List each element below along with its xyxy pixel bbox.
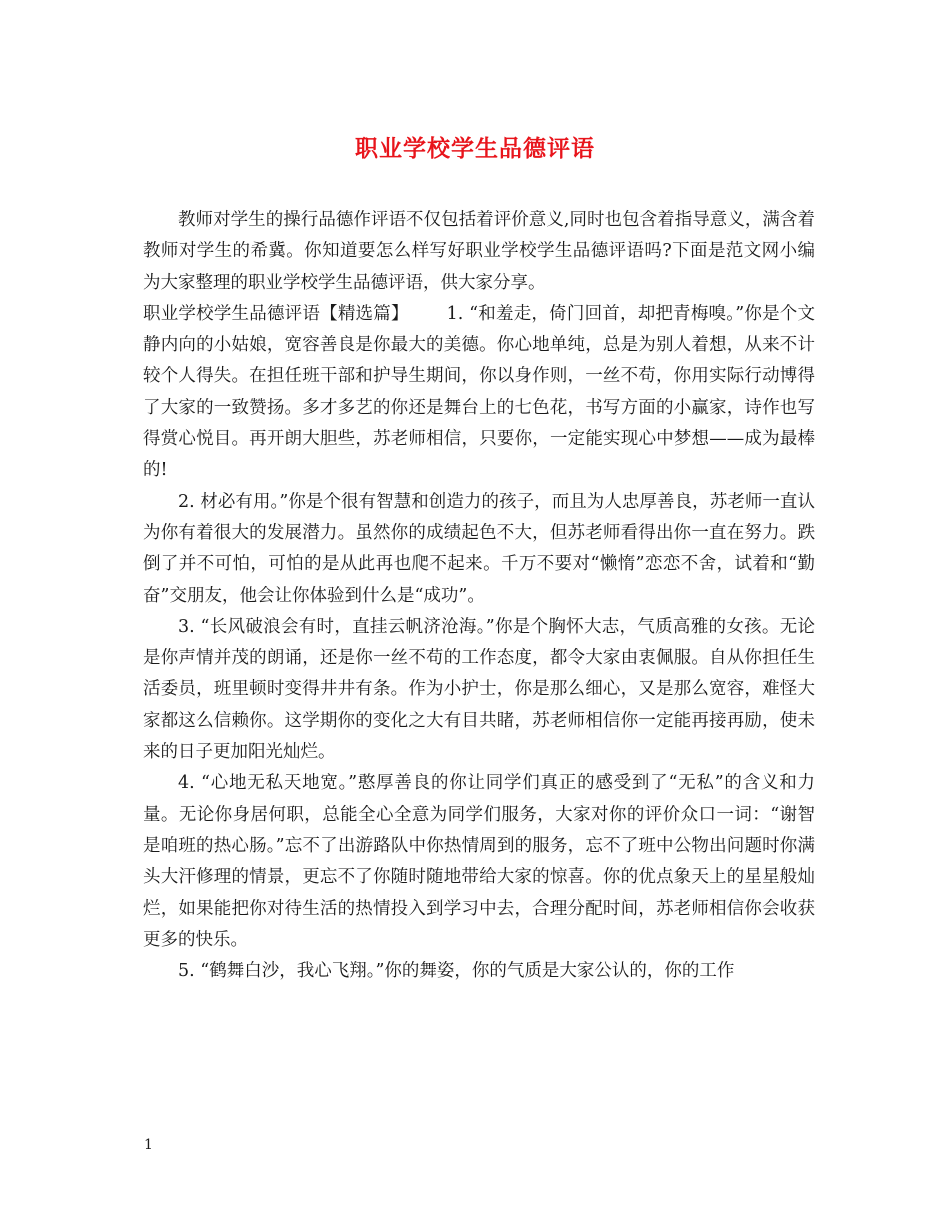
section-paragraph	[143, 299, 815, 487]
comment-5: 5. “鹤舞白沙，我心飞翔。”你的舞姿，你的气质是大家公认的，你的工作	[178, 961, 735, 982]
comment-1: 1. “和羞走，倚门回首，却把青梅嗅。”你是个文静内向的小姑娘，宽容善良是你最大的美德。你心地单纯，总是为别人着想，从来不计较个人得失。在担任班干部和护导生期间，你以身作则，一丝不苟，你用实际行动博得了大家的一致赞扬。多才多艺的你还是舞台上的七色花，书写方面的小赢家，诗作也写得赏心悦目。再开朗大胆些，苏老师相信，只要你，一定能实现心中梦想——成为最棒的!	[143, 303, 816, 481]
comment-4: 4. “心地无私天地宽。”憨厚善良的你让同学们真正的感受到了“无私”的含义和力量。无论你身居何职，总能全心全意为同学们服务，大家对你的评价众口一词：“谢智是咱班的热心肠。”忘不了出游路队中你热情周到的服务，忘不了班中公物出问题时你满头大汗修理的情景，更忘不了你随时随地带给大家的惊喜。你的优点象天上的星星般灿烂，如果能把你对待生活的热情投入到学习中去，合理分配时间，苏老师相信你会收获更多的快乐。	[143, 773, 815, 950]
document-title: 职业学校学生品德评语	[355, 135, 595, 162]
page-number: 1	[144, 1137, 153, 1153]
comment-2: 2. 材必有用。”你是个很有智慧和创造力的孩子，而且为人忠厚善良，苏老师一直认为你有着很大的发展潜力。虽然你的成绩起色不大，但苏老师看得出你一直在努力。跌倒了并不可怕，可怕的是从此再也爬不起来。千万不要对“懒惰”恋恋不舍，试着和“勤奋”交朋友，他会让你体验到什么是“成功”。	[143, 491, 815, 606]
section-heading: 职业学校学生品德评语【精选篇】	[143, 303, 409, 324]
comment-3: 3. “长风破浪会有时，直挂云帆济沧海。”你是个胸怀大志，气质高雅的女孩。无论是你声情并茂的朗诵，还是你一丝不苟的工作态度，都令大家由衷佩服。自从你担任生活委员，班里顿时变得井井有条。作为小护士，你是那么细心，又是那么宽容，难怪大家都这么信赖你。这学期你的变化之大有目共睹，苏老师相信你一定能再接再励，使未来的日子更加阳光灿烂。	[143, 616, 815, 763]
document-body	[143, 205, 815, 987]
intro-paragraph: 教师对学生的操行品德作评语不仅包括着评价意义,同时也包含着指导意义，满含着教师对学生的希冀。你知道要怎么样写好职业学校学生品德评语吗?下面是范文网小编为大家整理的职业学校学生品德评语，供大家分享。	[143, 210, 815, 293]
